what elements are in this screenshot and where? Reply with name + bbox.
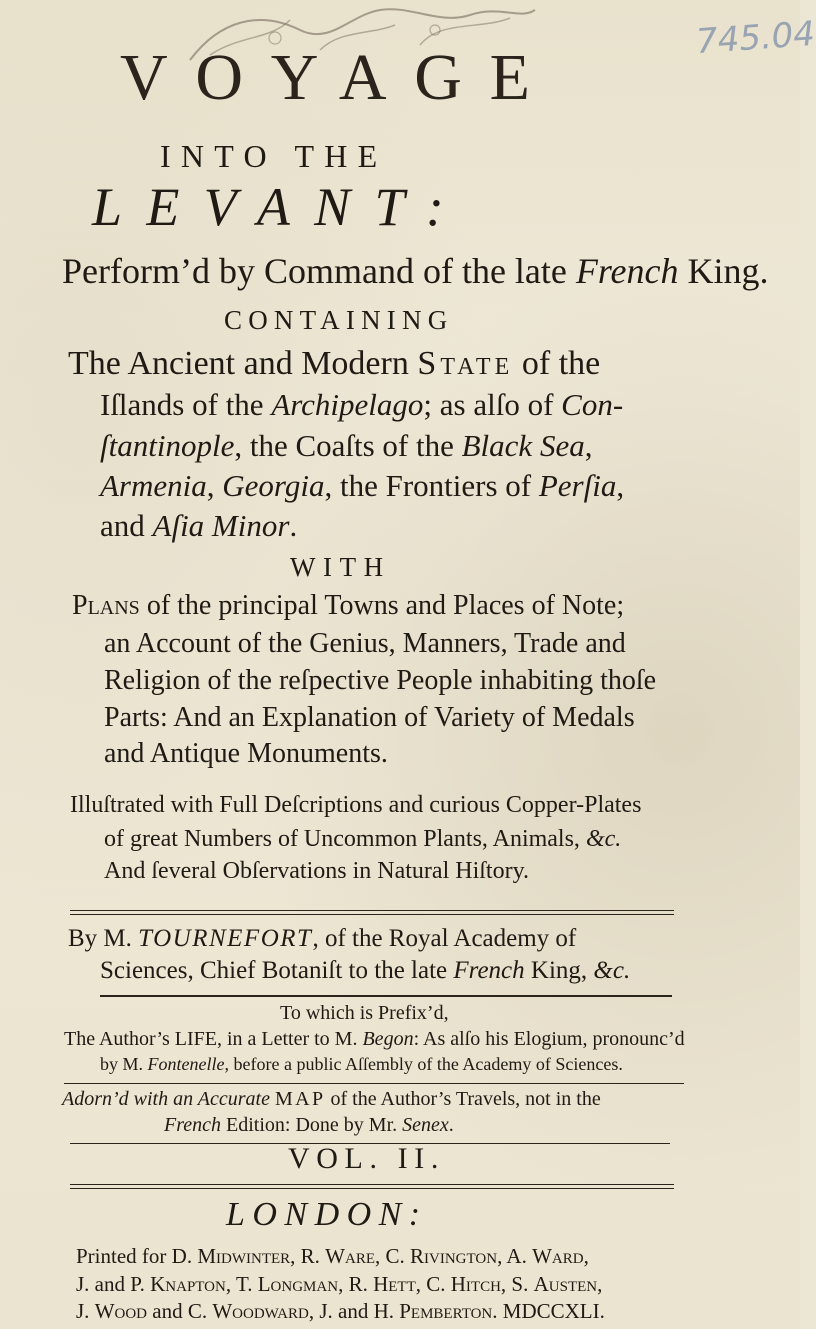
prefix-line-3: by M. Fontenelle, before a public Aſſembly of the Academy of Sciences. [100,1054,623,1074]
title-voyage: VOYAGE [120,41,558,114]
author-line-1: By M. TOURNEFORT, of the Royal Academy of [68,925,577,952]
rule-1 [70,910,674,915]
map-line-2: French Edition: Done by Mr. Senex. [164,1114,454,1136]
imprint-line-3: J. Wood and C. Woodward, J. and H. Pemberton. MDCCXLI. [76,1299,605,1323]
plans-line-1: Plans of the principal Towns and Places of Note; [72,590,625,621]
performed-line: Perform’d by Command of the late French King. [62,251,769,291]
contents-line-2: Iſlands of the Archipelago; as alſo of Con- [100,387,624,422]
illustrated-line-3: And ſeveral Obſervations in Natural Hiſtory. [104,858,530,884]
contents-line-1: The Ancient and Modern State of the [68,345,601,382]
prefix-line-1: To which is Prefix’d, [280,1002,449,1024]
map-line-1: Adorn’d with an Accurate MAP of the Author’s Travels, not in the [62,1088,601,1110]
illustrated-line-1: Illuſtrated with Full Deſcriptions and curious Copper-Plates [70,792,642,818]
plans-line-4: Parts: And an Explanation of Variety of Medals [104,702,635,733]
author-line-2: Sciences, Chief Botaniſt to the late French King, &c. [100,957,631,984]
contents-line-3: ſtantinople, the Coaſts of the Black Sea, [100,428,593,463]
rule-3 [64,1083,684,1084]
containing-heading: CONTAINING [224,305,454,335]
handwritten-shelfmark: 745.04 [694,13,816,63]
rule-5 [70,1184,674,1189]
imprint-line-2: J. and P. Knapton, T. Longman, R. Hett, C. Hitch, S. Austen, [76,1272,603,1296]
title-levant: LEVANT: [92,177,469,237]
prefix-line-2: The Author’s LIFE, in a Letter to M. Begon: As alſo his Elogium, pronounc’d [64,1028,685,1050]
plans-line-5: and Antique Monuments. [104,738,388,769]
plans-line-2: an Account of the Genius, Manners, Trade and [104,628,626,659]
contents-line-5: and Aſia Minor. [100,508,298,543]
title-into-the: INTO THE [160,138,388,174]
london-label: LONDON: [226,1196,428,1233]
imprint-line-1: Printed for D. Midwinter, R. Ware, C. Rivington, A. Ward, [76,1244,589,1268]
illustrated-line-2: of great Numbers of Uncommon Plants, Animals, &c. [104,826,622,852]
rule-2 [100,995,672,997]
with-heading: WITH [290,552,391,582]
volume-label: VOL. II. [288,1142,445,1175]
contents-line-4: Armenia, Georgia, the Frontiers of Perſia, [100,468,625,503]
plans-line-3: Religion of the reſpective People inhabiting thoſe [104,665,657,696]
